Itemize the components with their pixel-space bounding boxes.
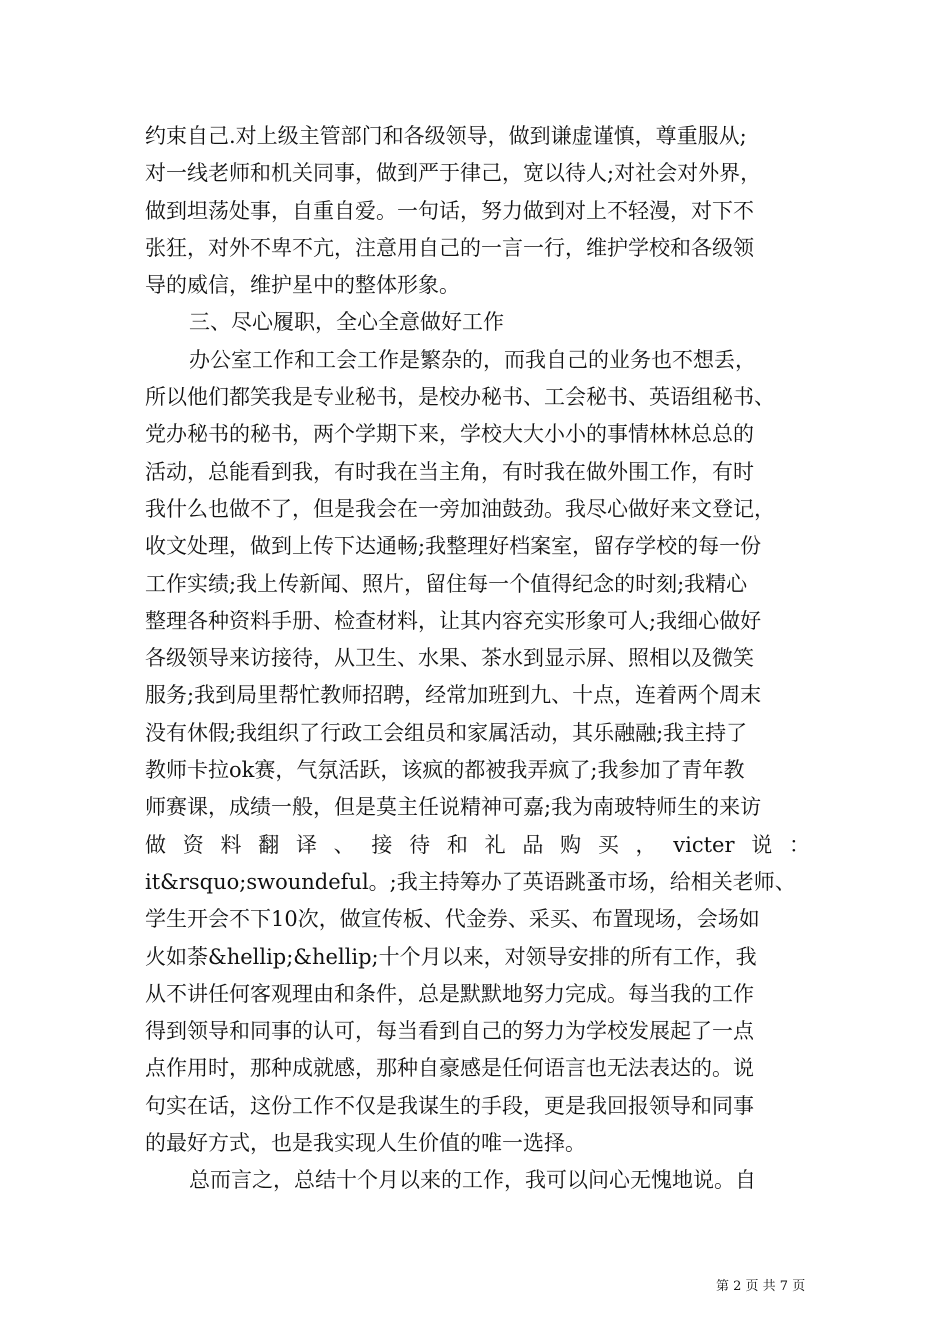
text-line: 学生开会不下10次，做宣传板、代金券、采买、布置现场，会场如 [145,907,760,932]
text-line: 张狂，对外不卑不亢，注意用自己的一言一行，维护学校和各级领 [145,235,754,260]
text-line: 从不讲任何客观理由和条件，总是默默地努力完成。每当我的工作 [145,981,754,1006]
text-line: 党办秘书的秘书，两个学期下来，学校大大小小的事情林林总总的 [145,422,754,447]
sparse-char: 和 [446,832,468,857]
text-line: 工作实绩;我上传新闻、照片，留住每一个值得纪念的时刻;我精心 [145,571,748,596]
text-line: 服务;我到局里帮忙教师招聘，经常加班到九、十点，连着两个周末 [145,683,762,708]
sparse-char: 礼 [484,832,506,857]
text-line: 做到坦荡处事，自重自爱。一句话，努力做到对上不轻漫，对下不 [145,198,754,223]
text-line: 总而言之，总结十个月以来的工作，我可以问心无愧地说。自 [189,1168,756,1193]
sparse-char: 翻 [258,832,280,857]
section-heading: 三、尽心履职，全心全意做好工作 [189,310,504,335]
text-line: 办公室工作和工会工作是繁杂的，而我自己的业务也不想丢， [189,347,756,372]
text-line: 整理各种资料手册、检查材料，让其内容充实形象可人;我细心做好 [145,608,762,633]
text-line: 约束自己.对上级主管部门和各级领导，做到谦虚谨慎，尊重服从; [145,124,747,148]
text-line: 各级领导来访接待，从卫生、水果、茶水到显示屏、照相以及微笑 [145,646,754,671]
text-line: 没有休假;我组织了行政工会组员和家属活动，其乐融融;我主持了 [145,720,748,745]
text-line: 教师卡拉ok赛，气氛活跃，该疯的都被我弄疯了;我参加了青年教 [145,758,745,783]
sparse-char: 待 [409,832,431,857]
text-line: 句实在话，这份工作不仅是我谋生的手段，更是我回报领导和同事 [145,1093,754,1118]
text-line: 师赛课，成绩一般，但是莫主任说精神可嘉;我为南玻特师生的来访 [145,795,762,820]
text-line: 点作用时，那种成就感，那种自豪感是任何语言也无法表达的。说 [145,1056,754,1081]
sparse-char: 译 [295,832,317,857]
text-line: 的最好方式，也是我实现人生价值的唯一选择。 [145,1131,586,1156]
sparse-char: ， [635,832,657,857]
text-line: 得到领导和同事的认可，每当看到自己的努力为学校发展起了一点 [145,1019,754,1044]
sparse-char: 买 [597,832,619,857]
page-number-footer: 第 2 页 共 7 页 [716,1279,806,1294]
text-line: 对一线老师和机关同事，做到严于律己，宽以待人;对社会对外界， [145,161,762,186]
sparse-char: 做 [145,832,166,857]
sparse-char: 购 [560,832,582,857]
text-line: 火如荼&hellip;&hellip;十个月以来，对领导安排的所有工作，我 [145,944,757,969]
text-line: it&rsquo;swoundeful。;我主持筹办了英语跳蚤市场，给相关老师、 [145,869,796,894]
sparse-char: 资 [182,832,204,857]
text-line: 活动，总能看到我，有时我在当主角，有时我在做外围工作，有时 [145,459,754,484]
sparse-char: ： [789,832,810,857]
sparse-char: 品 [522,832,544,857]
document-body [145,124,810,1206]
sparse-char: 说 [751,832,773,857]
text-line: 导的威信，维护星中的整体形象。 [145,273,460,298]
sparse-char: 接 [371,832,393,857]
text-line: 我什么也做不了，但是我会在一旁加油鼓劲。我尽心做好来文登记， [145,496,775,521]
text-line: 收文处理，做到上传下达通畅;我整理好档案室，留存学校的每一份 [145,534,762,559]
text-line: 所以他们都笑我是专业秘书，是校办秘书、工会秘书、英语组秘书、 [145,385,775,410]
sparse-char: 料 [220,832,242,857]
sparse-char: 、 [333,832,355,857]
sparse-word: victer [673,832,735,857]
sparse-justified-line [145,833,810,870]
